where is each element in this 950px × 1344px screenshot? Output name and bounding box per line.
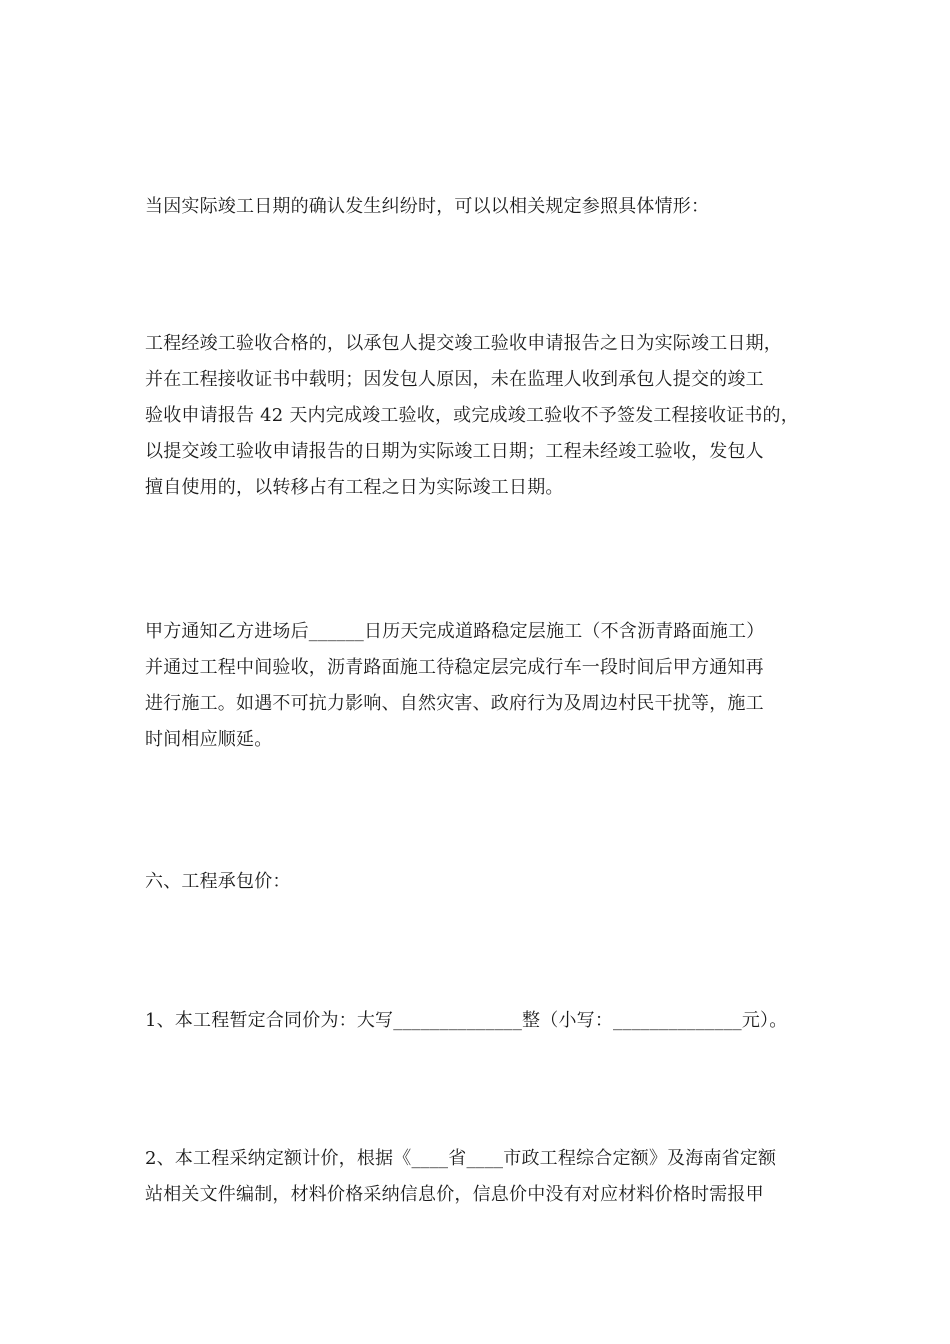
- text-line: 擅自使用的，以转移占有工程之日为实际竣工日期。: [145, 477, 564, 498]
- text-line: 2、本工程采纳定额计价，根据《____省____市政工程综合定额》及海南省定额: [145, 1148, 777, 1169]
- section-heading-contract-price: [145, 864, 835, 900]
- text-line: 站相关文件编制，材料价格采纳信息价，信息价中没有对应材料价格时需报甲: [145, 1184, 764, 1205]
- text-line: 进行施工。如遇不可抗力影响、自然灾害、政府行为及周边村民干扰等，施工: [145, 693, 764, 714]
- text-line: 1、本工程暂定合同价为：大写______________整（小写：______________元）。: [145, 1010, 788, 1031]
- paragraph-completion-dispute: [145, 189, 835, 225]
- section-heading: 六、工程承包价：: [145, 871, 291, 892]
- text-line: 工程经竣工验收合格的，以承包人提交竣工验收申请报告之日为实际竣工日期，: [145, 333, 782, 354]
- paragraph-completion-date-rules: [145, 326, 835, 506]
- paragraph-quota-pricing: [145, 1141, 835, 1213]
- text-line: 并在工程接收证书中载明；因发包人原因，未在监理人收到承包人提交的竣工: [145, 369, 764, 390]
- paragraph-provisional-price: [145, 1003, 835, 1039]
- text-line: 时间相应顺延。: [145, 729, 273, 750]
- text-line: 甲方通知乙方进场后______日历天完成道路稳定层施工（不含沥青路面施工）: [145, 621, 765, 642]
- text-line: 以提交竣工验收申请报告的日期为实际竣工日期；工程未经竣工验收，发包人: [145, 441, 764, 462]
- text-line: 并通过工程中间验收，沥青路面施工待稳定层完成行车一段时间后甲方通知再: [145, 657, 764, 678]
- paragraph-construction-schedule: [145, 614, 835, 758]
- text-line: 当因实际竣工日期的确认发生纠纷时，可以以相关规定参照具体情形：: [145, 196, 710, 217]
- text-line: 验收申请报告 42 天内完成竣工验收，或完成竣工验收不予签发工程接收证书的，: [145, 405, 799, 426]
